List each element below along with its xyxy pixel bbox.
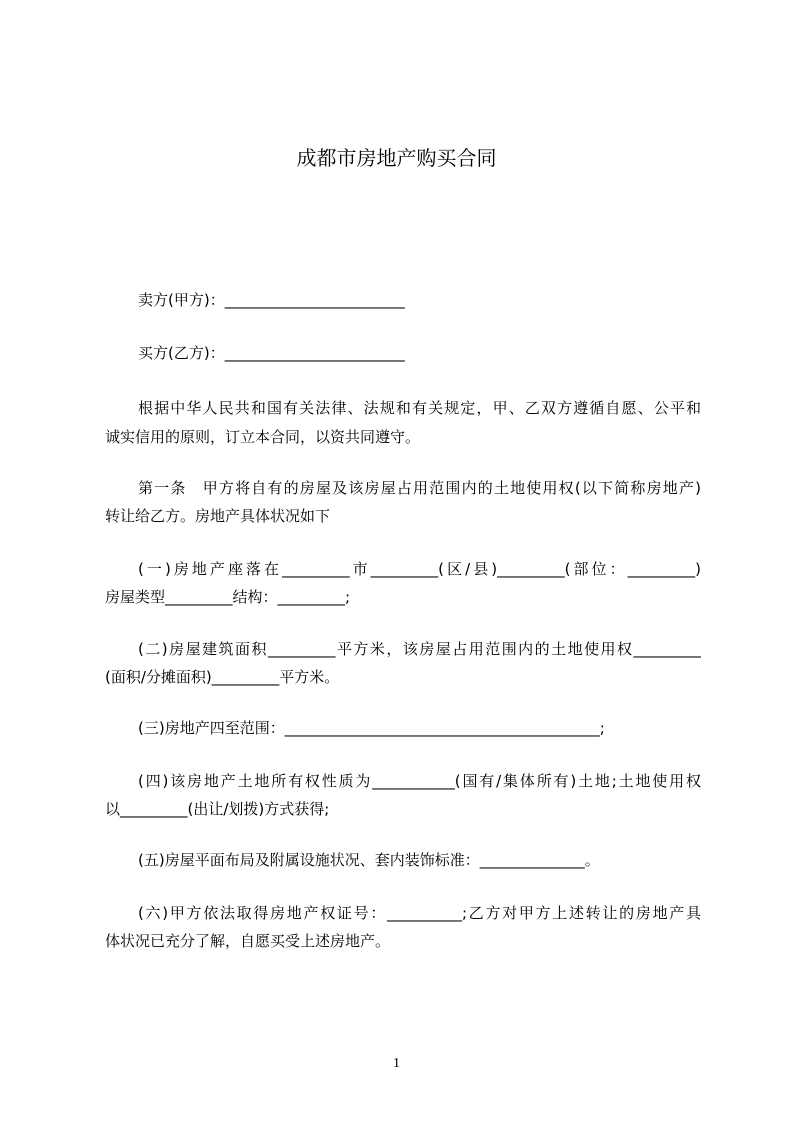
document-title: 成都市房地产购买合同 [296, 146, 497, 170]
item-2-line-1: (二)房屋建筑面积_________平方米，该房屋占用范围内的土地使用权_________ [138, 640, 701, 658]
item-2-line-2: (面积/分摊面积)_________平方米。 [105, 668, 340, 686]
item-4-line-2: 以_________(出让/划拨)方式获得; [105, 800, 330, 818]
page-number: 1 [393, 1056, 400, 1071]
item-1-line-1: (一)房地产座落在_________市_________(区/县)_________(部位：_________) [138, 560, 701, 578]
item-1-line-2: 房屋类型_________结构：_________; [105, 588, 351, 606]
item-3-line-1: (三)房地产四至范围：__________________________________________; [138, 719, 605, 737]
seller-field: 卖方(甲方)：________________________ [138, 291, 405, 309]
preamble-line-1: 根据中华人民共和国有关法律、法规和有关规定，甲、乙双方遵循自愿、公平和 [138, 399, 701, 417]
item-5-line-1: (五)房屋平面布局及附属设施状况、套内装饰标准：______________。 [138, 851, 600, 869]
article1-line-2: 转让给乙方。房地产具体状况如下 [105, 507, 331, 525]
article1-line-1: 第一条 甲方将自有的房屋及该房屋占用范围内的土地使用权(以下简称房地产) [138, 479, 701, 497]
item-4-line-1: (四)该房地产土地所有权性质为___________(国有/集体所有)土地;土地使用权 [138, 772, 701, 790]
buyer-field: 买方(乙方)：________________________ [138, 344, 405, 362]
preamble-line-2: 诚实信用的原则，订立本合同，以资共同遵守。 [105, 428, 421, 446]
item-6-line-2: 体状况已充分了解，自愿买受上述房地产。 [105, 932, 391, 950]
item-6-line-1: (六)甲方依法取得房地产权证号：__________;乙方对甲方上述转让的房地产具 [138, 904, 701, 922]
